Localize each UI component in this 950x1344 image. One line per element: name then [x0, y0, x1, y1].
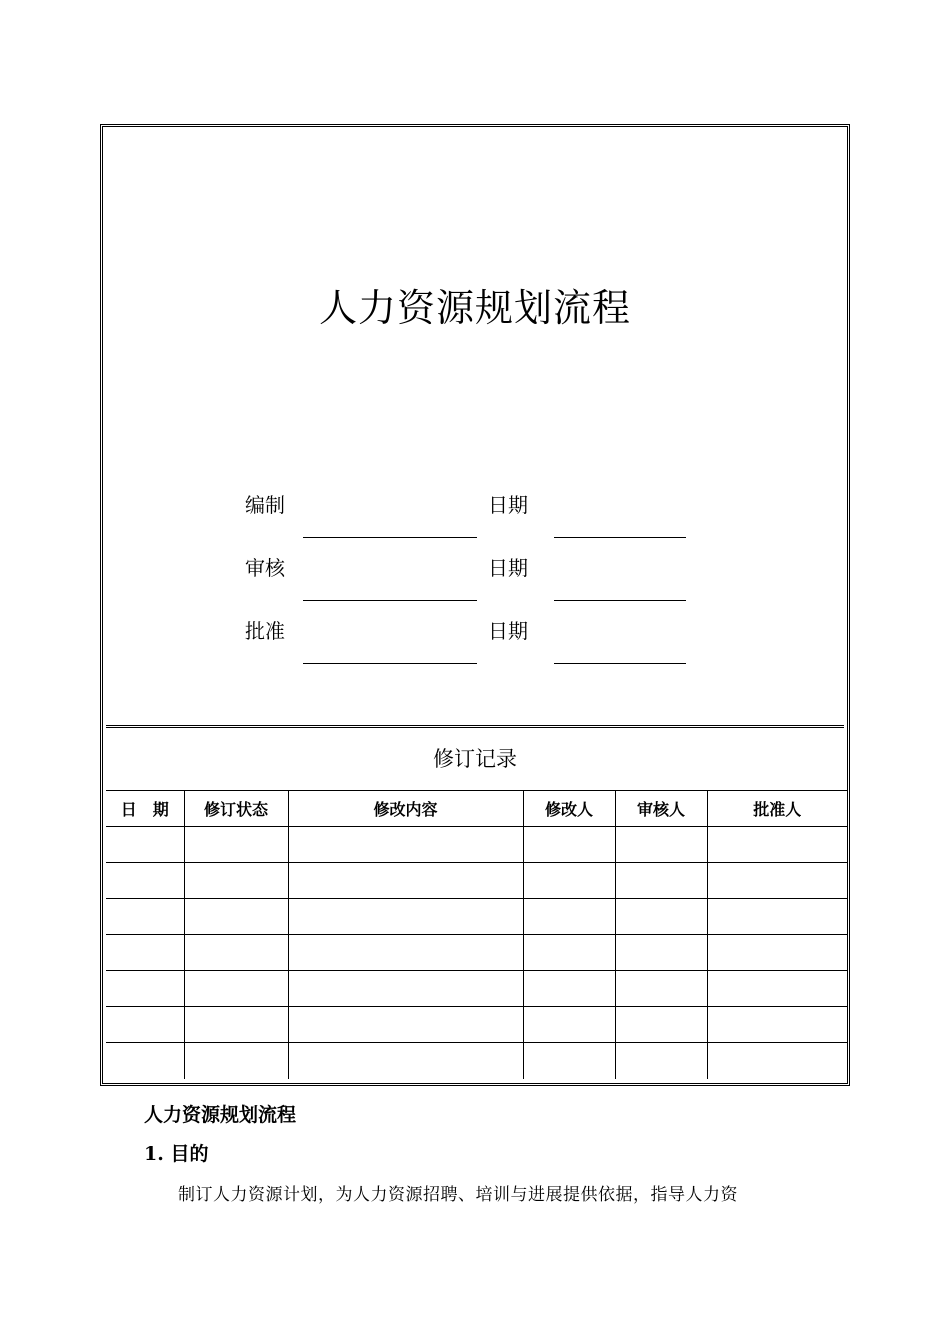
- table-cell: [707, 971, 847, 1007]
- table-cell: [615, 827, 707, 863]
- header-date: 日 期: [106, 791, 184, 827]
- table-cell: [184, 1007, 288, 1043]
- table-cell: [615, 935, 707, 971]
- approve-date-label: 日期: [488, 619, 528, 643]
- compile-date-label: 日期: [488, 493, 528, 517]
- table-cell: [106, 971, 184, 1007]
- table-cell: [523, 863, 615, 899]
- compiler-label: 编制: [245, 493, 285, 517]
- table-cell: [523, 827, 615, 863]
- table-cell: [523, 899, 615, 935]
- table-row: [106, 827, 847, 863]
- table-cell: [615, 1043, 707, 1079]
- table-row: [106, 899, 847, 935]
- document-title: 人力资源规划流程: [318, 286, 631, 330]
- table-cell: [184, 935, 288, 971]
- table-cell: [288, 1007, 523, 1043]
- table-row: [106, 1043, 847, 1079]
- table-cell: [288, 935, 523, 971]
- table-cell: [523, 971, 615, 1007]
- table-cell: [707, 1007, 847, 1043]
- compile-date-line: [554, 537, 686, 538]
- header-change-content: 修改内容: [288, 791, 523, 827]
- header-approver: 批准人: [707, 791, 847, 827]
- table-cell: [707, 899, 847, 935]
- table-cell: [523, 935, 615, 971]
- approver-label: 批准: [245, 619, 285, 643]
- body-heading: 人力资源规划流程: [144, 1104, 297, 1126]
- table-cell: [106, 935, 184, 971]
- table-row: [106, 935, 847, 971]
- table-cell: [707, 935, 847, 971]
- header-modifier: 修改人: [523, 791, 615, 827]
- reviewer-signature-line: [303, 600, 477, 601]
- table-cell: [707, 863, 847, 899]
- table-row: [106, 863, 847, 899]
- approve-date-line: [554, 663, 686, 664]
- table-cell: [288, 971, 523, 1007]
- table-cell: [184, 827, 288, 863]
- section-purpose-heading: 1. 目的: [144, 1143, 209, 1165]
- review-date-line: [554, 600, 686, 601]
- revision-table: [106, 790, 847, 1079]
- revision-header-row: [106, 791, 847, 827]
- table-cell: [184, 1043, 288, 1079]
- table-cell: [615, 863, 707, 899]
- approver-signature-line: [303, 663, 477, 664]
- table-row: [106, 971, 847, 1007]
- table-cell: [184, 899, 288, 935]
- table-cell: [106, 863, 184, 899]
- table-cell: [523, 1007, 615, 1043]
- header-reviewer: 审核人: [615, 791, 707, 827]
- table-cell: [523, 1043, 615, 1079]
- review-date-label: 日期: [488, 556, 528, 580]
- header-revision-status: 修订状态: [184, 791, 288, 827]
- table-cell: [106, 899, 184, 935]
- purpose-paragraph: 制订人力资源计划，为人力资源招聘、培训与进展提供依据，指导人力资: [178, 1185, 738, 1205]
- reviewer-label: 审核: [245, 556, 285, 580]
- table-cell: [184, 971, 288, 1007]
- cover-frame: [100, 124, 850, 1086]
- revision-record-title: 修订记录: [433, 747, 517, 771]
- table-row: [106, 1007, 847, 1043]
- table-cell: [288, 827, 523, 863]
- table-cell: [288, 1043, 523, 1079]
- table-cell: [615, 971, 707, 1007]
- section-divider: [106, 725, 844, 728]
- table-cell: [106, 827, 184, 863]
- table-cell: [707, 827, 847, 863]
- table-cell: [615, 899, 707, 935]
- table-cell: [184, 863, 288, 899]
- table-cell: [106, 1043, 184, 1079]
- table-cell: [707, 1043, 847, 1079]
- compiler-signature-line: [303, 537, 477, 538]
- table-cell: [615, 1007, 707, 1043]
- table-cell: [106, 1007, 184, 1043]
- table-cell: [288, 863, 523, 899]
- table-cell: [288, 899, 523, 935]
